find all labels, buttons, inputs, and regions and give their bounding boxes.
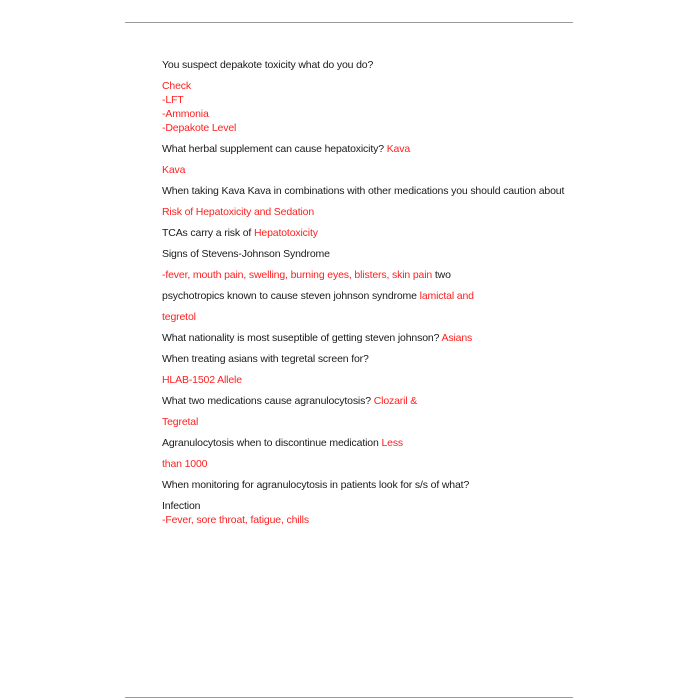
question-text: When monitoring for agranulocytosis in patients look for s/s of what? — [162, 479, 470, 491]
question-text: What herbal supplement can cause hepatoxicity? — [162, 143, 384, 155]
paragraph-3 — [162, 142, 562, 156]
paragraph-20 — [162, 499, 562, 527]
answer-line: -Fever, sore throat, fatigue, chills — [162, 514, 309, 526]
answer-text: Hepatotoxicity — [253, 227, 318, 239]
answer-text: lamictal and — [419, 290, 474, 302]
answer-text: HLAB-1502 Allele — [162, 374, 242, 386]
question-text: What nationality is most suseptible of getting steven johnson? — [162, 332, 440, 344]
question-text: You suspect depakote toxicity what do you do? — [162, 59, 374, 71]
answer-text: -fever, mouth pain, swelling, burning eyes, blisters, skin pain — [162, 269, 433, 281]
answer-text: Less — [381, 437, 404, 449]
paragraph-5 — [162, 184, 565, 198]
paragraph-12 — [162, 331, 562, 345]
answer-text: Tegretal — [162, 416, 199, 428]
answer-text: tegretol — [162, 311, 196, 323]
paragraph-15 — [162, 394, 562, 408]
question-text: Agranulocytosis when to discontinue medication — [162, 437, 379, 449]
paragraph-18 — [162, 457, 562, 471]
answer-text: than 1000 — [162, 458, 208, 470]
paragraph-6 — [162, 205, 562, 219]
paragraph-9 — [162, 268, 562, 282]
question-text: psychotropics known to cause steven johnson syndrome — [162, 290, 417, 302]
answer-text: Asians — [441, 332, 473, 344]
answer-text: Kava — [386, 143, 411, 155]
paragraph-2 — [162, 79, 562, 135]
question-text: What two medications cause agranulocytosis? — [162, 395, 371, 407]
paragraph-10 — [162, 289, 562, 303]
answer-text: Risk of Hepatoxicity and Sedation — [162, 206, 315, 218]
document-body — [162, 58, 565, 534]
paragraph-17 — [162, 436, 562, 450]
paragraph-14 — [162, 373, 562, 387]
answer-line: -Ammonia — [162, 108, 209, 120]
paragraph-11 — [162, 310, 562, 324]
question-text: Signs of Stevens-Johnson Syndrome — [162, 248, 330, 260]
question-line: Infection — [162, 500, 201, 512]
top-rule — [125, 22, 573, 23]
paragraph-13 — [162, 352, 562, 366]
answer-line: -Depakote Level — [162, 122, 237, 134]
paragraph-7 — [162, 226, 562, 240]
answer-text: Clozaril & — [373, 395, 418, 407]
question-text: When taking Kava Kava in combinations with other medications you should caution about — [162, 185, 565, 197]
answer-line: -LFT — [162, 94, 184, 106]
paragraph-16 — [162, 415, 562, 429]
question-text: When treating asians with tegretal screen for? — [162, 353, 369, 365]
paragraph-4 — [162, 163, 562, 177]
answer-line: Check — [162, 80, 192, 92]
paragraph-8 — [162, 247, 562, 261]
bottom-rule — [125, 697, 573, 698]
question-text: TCAs carry a risk of — [162, 227, 252, 239]
answer-text: Kava — [162, 164, 186, 176]
paragraph-1 — [162, 58, 562, 72]
question-text: two — [434, 269, 451, 281]
paragraph-19 — [162, 478, 562, 492]
